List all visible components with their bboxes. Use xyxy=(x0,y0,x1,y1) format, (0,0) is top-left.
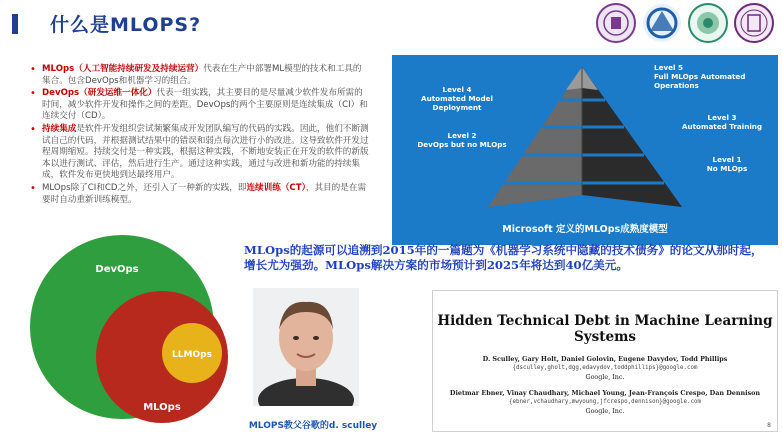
bullet-list xyxy=(30,64,370,207)
bullet-devops-strong: DevOps（研发运维一体化） xyxy=(42,88,157,99)
bullet-ct-pre: MLOps除了CI和CD之外，还引入了一种新的实践，即 xyxy=(42,182,247,193)
pyramid-level-4-text: Level 4 Automated Model Deployment xyxy=(421,85,493,112)
university-logo-1 xyxy=(596,3,636,43)
pyramid-level-4 xyxy=(402,85,512,112)
university-logo-3 xyxy=(734,3,774,43)
paper-emails-1: {dsculley,gholt,dgg,edavydov,toddphillips}@google.com xyxy=(512,365,698,371)
bullet-mlops xyxy=(30,64,370,87)
title-accent-bar xyxy=(12,14,18,34)
pyramid-level-1 xyxy=(682,155,772,173)
bullet-devops-text: 代表一组实践，其主要目的是尽量减少软件发布所需的时间，减少软件开发和操作之间的差距。DevOps的两个主要原则是连续集成（CI）和连续交付（CD）。 xyxy=(42,88,368,122)
bullet-devops xyxy=(30,88,370,123)
bullet-ci-text: 是软件开发组织尝试频繁集成开发团队编写的代码的实践。因此，他们不断测试自己的代码，并根据测试结果中的错误和弱点每次进行小的改进。这导致软件开发过程周期缩短。持续交付是一种实践，根据这种实践，不断地安装正在开发的软件的新版本以进行测试、评估，然后进行生产。通过这种实践，通过与改进和新功能的持续集成，软件发布更快地到达最终用户。 xyxy=(42,123,369,181)
bullet-ct xyxy=(30,183,370,206)
pyramid-level-3 xyxy=(672,113,772,131)
bullet-ci-strong: 持续集成 xyxy=(42,123,77,134)
pyramid-level-1-text: Level 1 No MLOps xyxy=(706,155,748,173)
bullet-mlops-strong: MLOps（人工智能持续研发及持续运营） xyxy=(42,64,204,74)
pyramid-caption: Microsoft 定义的MLOps成熟度模型 xyxy=(502,224,668,235)
portrait-illustration xyxy=(253,288,359,406)
pyramid-level-5 xyxy=(654,63,774,90)
bullet-ct-text: ，其目的是在需要时自动重新训练模型。 xyxy=(42,182,367,205)
pyramid-level-2-text: Level 2 DevOps but no MLOps xyxy=(417,131,507,149)
venn-diagram xyxy=(22,225,232,435)
slide-title: 什么是MLOPS? xyxy=(50,14,202,36)
portrait-photo xyxy=(253,288,359,406)
paper-title: Hidden Technical Debt in Machine Learning Systems xyxy=(437,313,773,345)
paper-affiliation-1: Google, Inc. xyxy=(585,373,625,381)
pyramid-level-2 xyxy=(412,131,512,149)
paper-emails-2: {ebner,vchaudhary,mwyoung,jfcrespo,dennison}@google.com xyxy=(509,399,701,405)
venn-devops-label: DevOps xyxy=(95,264,139,275)
aai-logo xyxy=(642,3,682,43)
paper-authors-1: D. Sculley, Gary Holt, Daniel Golovin, Eugene Davydov, Todd Phillips xyxy=(482,355,728,363)
logo-strip xyxy=(596,3,774,43)
venn-llmops-label: LLMOps xyxy=(172,350,212,360)
venn-mlops-label: MLOps xyxy=(143,402,181,413)
university-logo-2 xyxy=(688,3,728,43)
paper-page-number: 8 xyxy=(767,422,771,429)
portrait-caption: MLOPS教父谷歌的d. sculley xyxy=(248,421,378,431)
paper-preview xyxy=(432,290,778,432)
paper-authors-2: Dietmar Ebner, Vinay Chaudhary, Michael Young, Jean-François Crespo, Dan Dennison xyxy=(449,389,761,397)
bullet-mlops-text: 代表在生产中部署ML模型的技术和工具的集合。包含DevOps和机器学习的组合。 xyxy=(42,64,362,86)
bullet-ci xyxy=(30,124,370,182)
maturity-model-panel xyxy=(392,55,778,245)
pyramid-level-5-text: Level 5 Full MLOps Automated Operations xyxy=(654,63,746,90)
origin-quote: MLOps的起源可以追溯到2015年的一篇题为《机器学习系统中隐藏的技术债务》的论文从那时起，增长尤为强劲。MLOps解决方案的市场预计到2025年将达到40亿美元。 xyxy=(244,243,763,272)
pyramid-level-3-text: Level 3 Automated Training xyxy=(681,113,763,131)
bullet-ct-strong: 连续训练（CT） xyxy=(246,182,306,193)
paper-affiliation-2: Google, Inc. xyxy=(585,407,625,415)
